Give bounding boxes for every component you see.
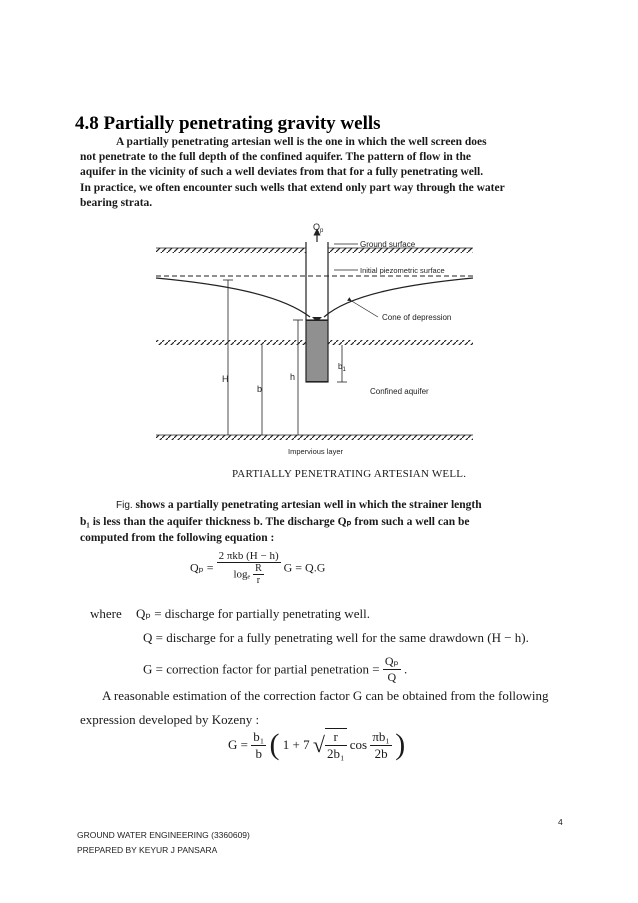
intro-line: aquifer in the vicinity of such a well deviates from that for a fully penetrating well. [80,166,484,179]
intro-line: bearing strata. [80,196,153,209]
cone-left [156,278,310,317]
intro-paragraph [80,135,552,211]
piezometric-label: Initial piezometric surface [360,266,445,275]
b1-label: $b_1$ [338,362,346,373]
well-screen [306,320,328,382]
aquifer-top-hatch-right [328,340,473,345]
definition-qp: Qₚ = discharge for partially penetrating well. [136,606,370,621]
ground-hatch-left [156,248,306,253]
eq1-numerator: 2 πkb (H − h) [218,550,279,562]
eq1-rhs: G = Q.G [283,560,326,575]
kozeny-intro: A reasonable estimation of the correction factor G can be obtained from the following [102,688,549,703]
ground-surface-label: Ground surface [360,240,416,249]
footer-course: GROUND WATER ENGINEERING (3360609) [77,830,250,840]
description-paragraph [80,497,552,546]
fig-word: Fig. [116,500,133,511]
description-line: Fig. shows a partially penetrating artesian well in which the strainer length [116,499,482,511]
discharge-equation [190,550,325,586]
intro-line: A partially penetrating artesian well is the one in which the well screen does [116,136,487,148]
page-number: 4 [558,817,563,827]
well-diagram [150,222,480,462]
impervious-label: Impervious layer [288,447,344,456]
eq1-lhs: Qₚ = [190,560,214,575]
b-label: b [257,384,263,394]
description-line: computed from the following equation : [80,532,275,544]
cone-label: Cone of depression [382,313,452,322]
qp-label: $Q_p$ [313,222,324,234]
confined-aquifer-label: Confined aquifer [370,387,429,396]
aquifer-top-hatch-left [156,340,306,345]
kozeny-equation: G = $\frac{\text{b₁}}{b}$ ( 1 + 7 √ $\frac{r}{\text{2b₁}}$ cos $\frac{\text{πb₁}}{2b}$ ) [228,728,406,761]
eq1-fraction [217,550,281,586]
h-label: h [290,372,296,382]
section-heading: 4.8 Partially penetrating gravity wells [75,113,381,134]
eq1-denominator: logₑ $\frac{R}{r}$ [233,563,262,586]
impervious-hatch [156,435,473,440]
definition-g: G = correction factor for partial penetration = $\frac{\text{Qₚ}}{Q}$ . [143,654,408,684]
figure-caption: PARTIALLY PENETRATING ARTESIAN WELL. [232,468,467,480]
footer-author: PREPARED BY KEYUR J PANSARA [77,845,218,855]
definition-q: Q = discharge for a fully penetrating well for the same drawdown (H − h). [143,630,529,645]
where-word: where [90,606,122,621]
kozeny-intro-2: expression developed by Kozeny : [80,712,260,727]
intro-line: not penetrate to the full depth of the confined aquifer. The pattern of flow in the [80,151,471,164]
intro-line: In practice, we often encounter such wells that extend only part way through the water [80,181,505,194]
cone-right [324,278,473,317]
description-line: b₁ is less than the aquifer thickness b. The discharge Qₚ from such a well can be [80,516,470,528]
H-label: H [222,374,229,384]
